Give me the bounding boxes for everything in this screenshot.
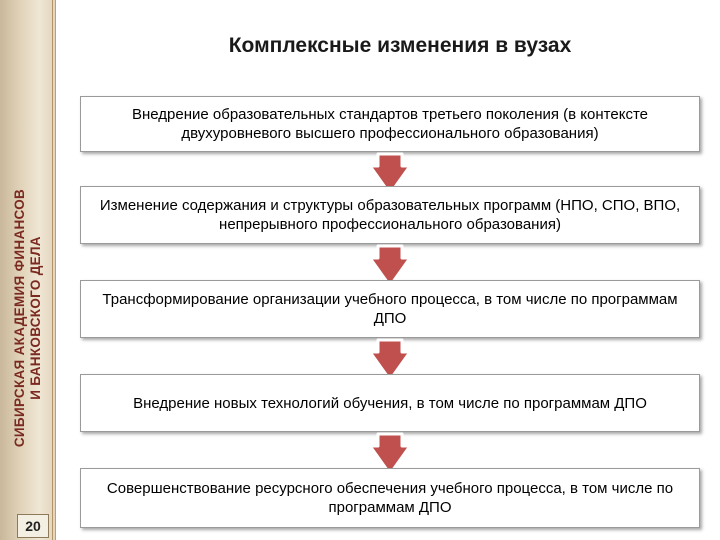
step-box-1: Внедрение образовательных стандартов третьего поколения (в контексте двухуровневого высшего профессионального образования) (80, 96, 700, 152)
step-box-2: Изменение содержания и структуры образовательных программ (НПО, СПО, ВПО, непрерывного профессионального образования) (80, 186, 700, 244)
sidebar-org-line-2: И БАНКОВСКОГО ДЕЛА (28, 236, 43, 400)
sidebar-divider (52, 0, 53, 540)
page-number: 20 (17, 514, 49, 538)
step-box-4: Внедрение новых технологий обучения, в том числе по программам ДПО (80, 374, 700, 432)
step-box-5: Совершенствование ресурсного обеспечения учебного процесса, в том числе по программам ДПО (80, 468, 700, 528)
sidebar-org-name (12, 189, 44, 447)
sidebar-org-line-1: СИБИРСКАЯ АКАДЕМИЯ ФИНАНСОВ (12, 188, 27, 448)
step-box-3: Трансформирование организации учебного процесса, в том числе по программам ДПО (80, 280, 700, 338)
slide-title: Комплексные изменения в вузах (228, 34, 572, 57)
sidebar (0, 0, 56, 540)
